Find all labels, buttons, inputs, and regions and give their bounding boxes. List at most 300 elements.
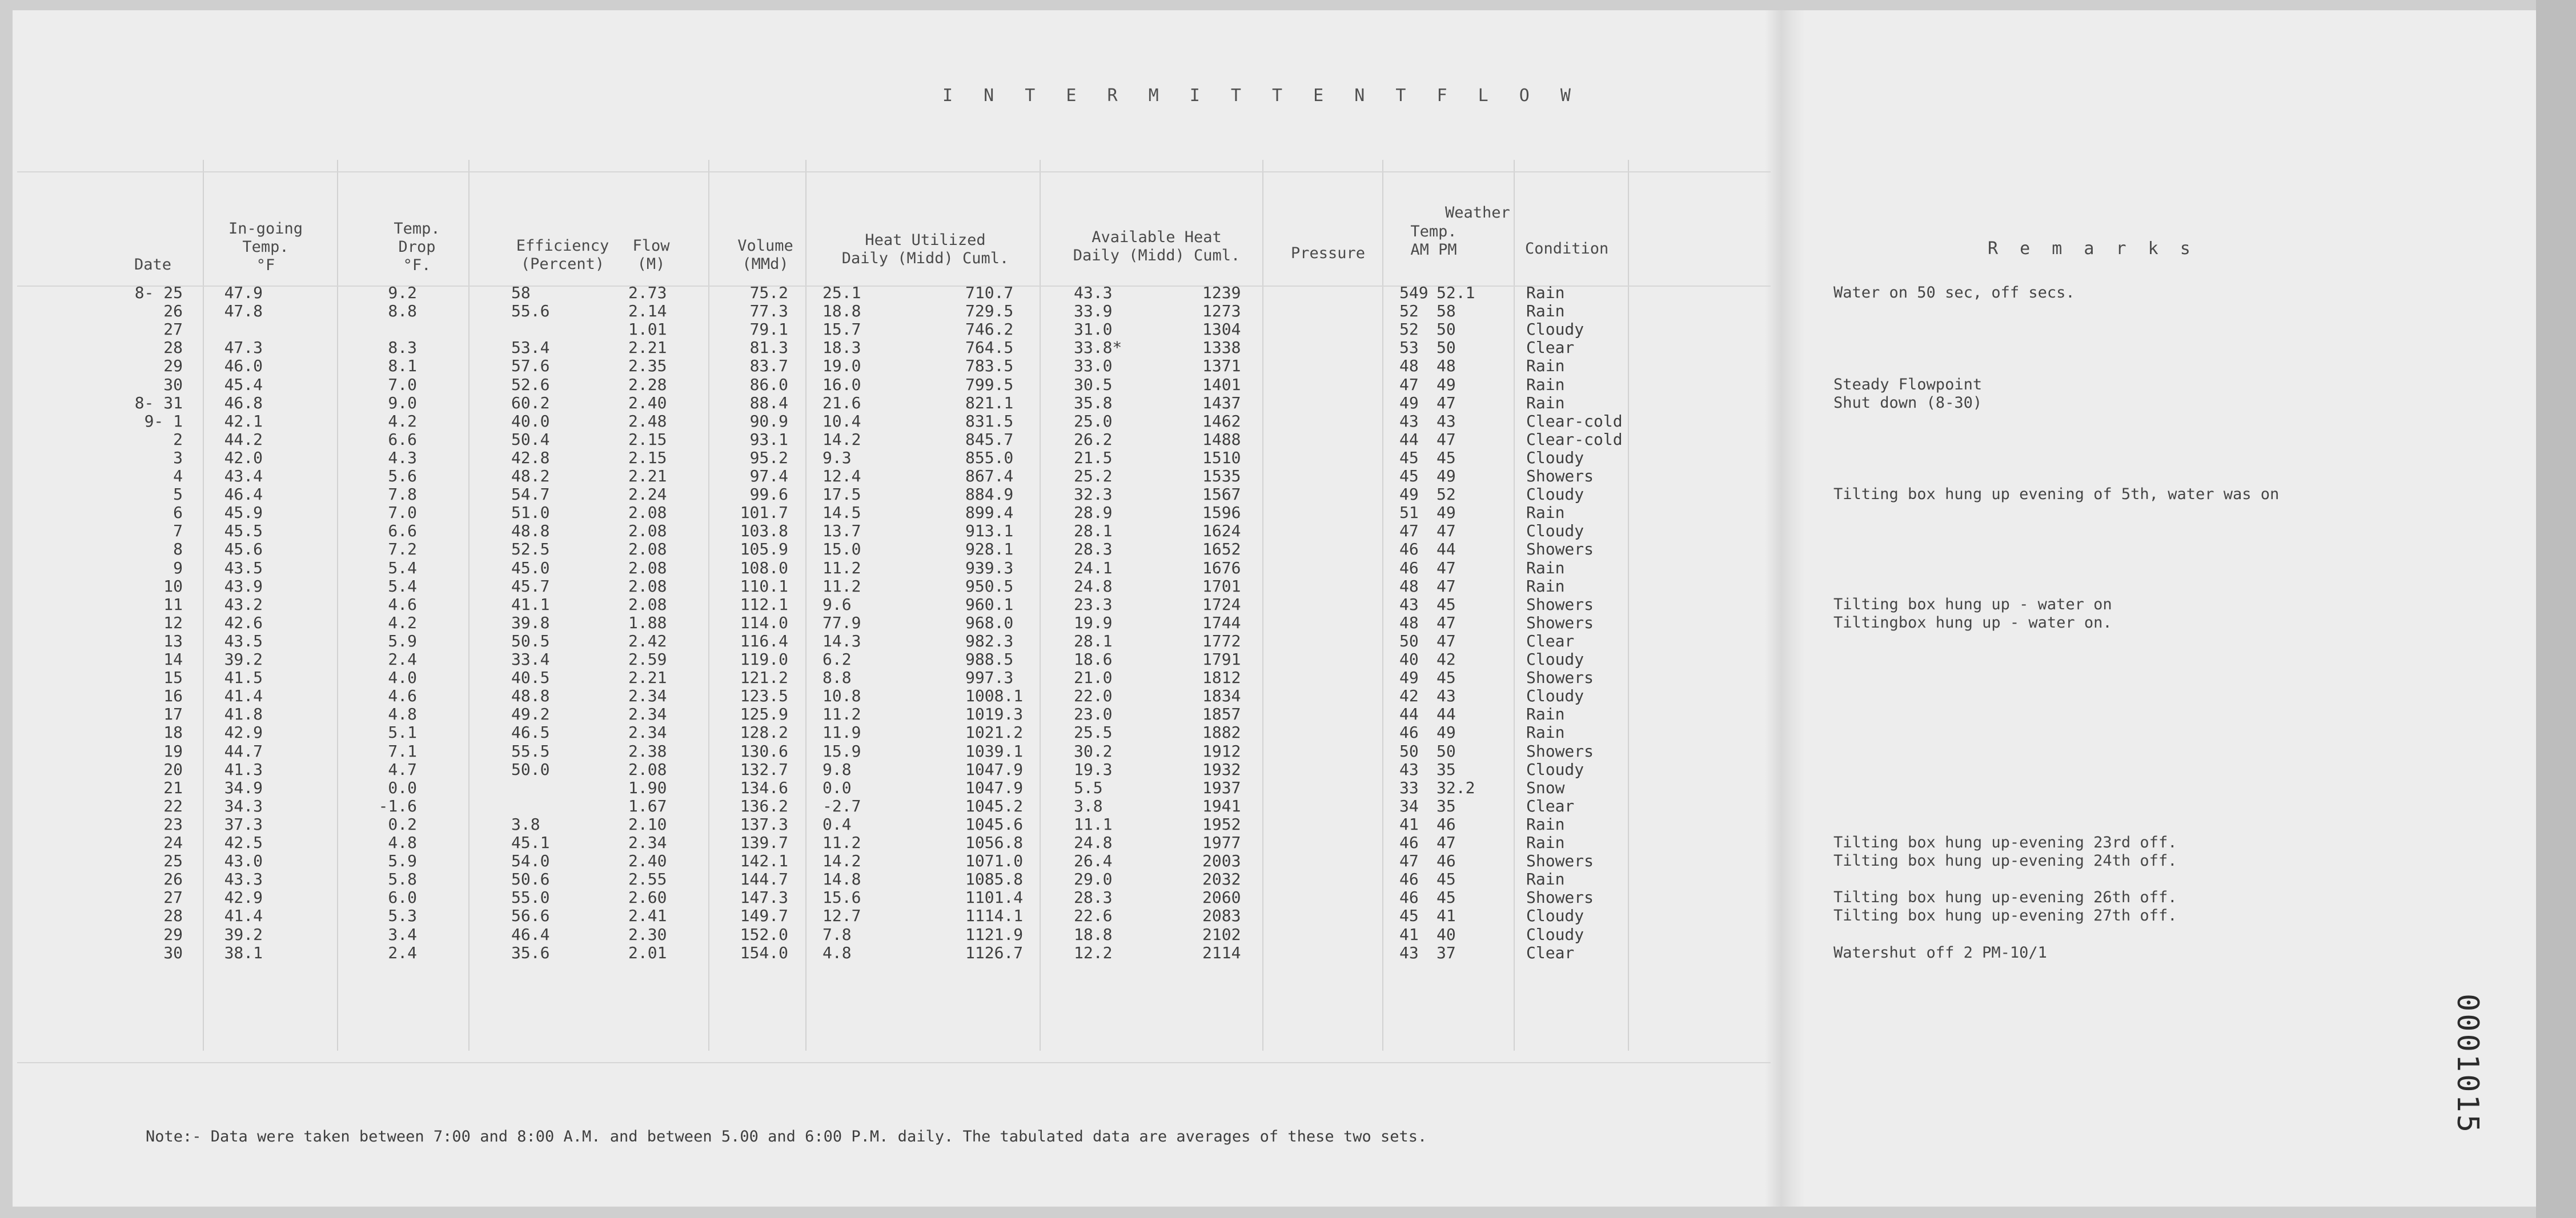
cell-avail-cuml: 1239 — [1202, 283, 1241, 302]
cell-flow: 2.08 — [628, 558, 667, 577]
cell-temp-am: 52 — [1399, 302, 1419, 320]
header-weather-temp-line1: Temp. — [1410, 223, 1457, 240]
cell-efficiency: 50.4 — [511, 430, 550, 449]
scan-edge — [2536, 0, 2576, 1218]
cell-heat-cuml: 1045.6 — [965, 815, 1024, 834]
cell-temp-drop: 6.6 — [388, 430, 417, 449]
cell-ingoing-temp: 44.2 — [224, 430, 263, 449]
cell-temp-am: 50 — [1399, 632, 1419, 650]
cell-temp-drop: 5.3 — [388, 906, 417, 925]
cell-date: 22 — [163, 797, 183, 815]
cell-temp-drop: 4.6 — [388, 686, 417, 705]
cell-efficiency: 55.5 — [511, 742, 550, 761]
cell-heat-cuml: 1121.9 — [965, 925, 1024, 944]
cell-avail-cuml: 1941 — [1202, 797, 1241, 815]
cell-heat-daily: 8.8 — [822, 668, 852, 687]
cell-heat-daily: 13.7 — [822, 521, 861, 540]
cell-volume: 142.1 — [740, 851, 788, 870]
cell-flow: 2.01 — [628, 943, 667, 962]
cell-temp-pm: 41 — [1437, 906, 1456, 925]
header-flow-line2: (M) — [637, 255, 665, 273]
cell-avail-daily: 28.1 — [1074, 632, 1113, 650]
cell-heat-cuml: 799.5 — [965, 375, 1014, 394]
cell-ingoing-temp: 34.9 — [224, 778, 263, 797]
cell-volume: 152.0 — [740, 925, 788, 944]
cell-ingoing-temp: 45.5 — [224, 521, 263, 540]
cell-condition: Rain — [1526, 503, 1565, 522]
cell-temp-drop: 5.8 — [388, 870, 417, 889]
cell-avail-cuml: 1932 — [1202, 760, 1241, 779]
cell-temp-am: 47 — [1399, 521, 1419, 540]
cell-temp-pm: 32.2 — [1437, 778, 1475, 797]
cell-efficiency: 60.2 — [511, 393, 550, 412]
cell-avail-cuml: 1462 — [1202, 412, 1241, 431]
cell-ingoing-temp: 41.4 — [224, 686, 263, 705]
cell-avail-cuml: 1937 — [1202, 778, 1241, 797]
header-available-heat-line2: Daily (Midd) Cuml. — [1073, 247, 1241, 264]
cell-temp-drop: 4.2 — [388, 412, 417, 431]
cell-volume: 114.0 — [740, 613, 788, 632]
cell-date: 8- 31 — [134, 393, 183, 412]
cell-temp-pm: 58 — [1437, 302, 1456, 320]
cell-temp-drop: 6.0 — [388, 888, 417, 907]
cell-temp-drop: 4.2 — [388, 613, 417, 632]
cell-avail-daily: 12.2 — [1074, 943, 1113, 962]
cell-avail-cuml: 1401 — [1202, 375, 1241, 394]
cell-heat-cuml: 764.5 — [965, 338, 1014, 357]
cell-condition: Rain — [1526, 870, 1565, 889]
header-volume-line1: Volume — [737, 237, 793, 255]
cell-flow: 2.08 — [628, 521, 667, 540]
remark-line: Tilting box hung up - water on — [1833, 596, 2112, 613]
cell-ingoing-temp: 44.7 — [224, 742, 263, 761]
header-available-heat-line1: Available Heat — [1092, 228, 1222, 246]
cell-volume: 119.0 — [740, 650, 788, 669]
cell-avail-cuml: 2032 — [1202, 870, 1241, 889]
cell-avail-cuml: 1882 — [1202, 723, 1241, 742]
cell-temp-pm: 52 — [1437, 485, 1456, 504]
header-condition: Condition — [1525, 240, 1609, 258]
cell-ingoing-temp: 46.0 — [224, 356, 263, 375]
cell-heat-daily: 11.2 — [822, 577, 861, 596]
cell-temp-drop: 2.4 — [388, 943, 417, 962]
cell-efficiency: 54.0 — [511, 851, 550, 870]
cell-date: 21 — [163, 778, 183, 797]
cell-heat-cuml: 950.5 — [965, 577, 1014, 596]
cell-heat-cuml: 710.7 — [965, 283, 1014, 302]
cell-condition: Rain — [1526, 815, 1565, 834]
cell-heat-cuml: 913.1 — [965, 521, 1014, 540]
cell-efficiency: 48.2 — [511, 467, 550, 485]
cell-heat-cuml: 729.5 — [965, 302, 1014, 320]
cell-temp-pm: 47 — [1437, 613, 1456, 632]
header-flow — [625, 237, 677, 274]
cell-temp-pm: 43 — [1437, 686, 1456, 705]
cell-heat-cuml: 746.2 — [965, 320, 1014, 339]
cell-efficiency: 46.5 — [511, 723, 550, 742]
cell-heat-daily: 14.3 — [822, 632, 861, 650]
cell-ingoing-temp: 42.9 — [224, 723, 263, 742]
cell-date: 25 — [163, 851, 183, 870]
cell-flow: 2.24 — [628, 485, 667, 504]
cell-ingoing-temp: 39.2 — [224, 650, 263, 669]
cell-date: 8- 25 — [134, 283, 183, 302]
cell-condition: Cloudy — [1526, 686, 1584, 705]
cell-temp-drop: 4.0 — [388, 668, 417, 687]
cell-date: 27 — [163, 320, 183, 339]
cell-temp-am: 43 — [1399, 595, 1419, 614]
cell-avail-daily: 33.0 — [1074, 356, 1113, 375]
cell-avail-cuml: 1724 — [1202, 595, 1241, 614]
cell-ingoing-temp: 43.0 — [224, 851, 263, 870]
cell-avail-cuml: 1488 — [1202, 430, 1241, 449]
cell-avail-daily: 21.0 — [1074, 668, 1113, 687]
cell-heat-daily: 15.7 — [822, 320, 861, 339]
header-weather-temp-line2: AM PM — [1410, 241, 1457, 259]
cell-temp-am: 43 — [1399, 760, 1419, 779]
cell-temp-am: 49 — [1399, 393, 1419, 412]
cell-heat-cuml: 1114.1 — [965, 906, 1024, 925]
header-volume — [728, 237, 803, 274]
cell-heat-daily: 21.6 — [822, 393, 861, 412]
cell-heat-cuml: 982.3 — [965, 632, 1014, 650]
cell-avail-cuml: 1371 — [1202, 356, 1241, 375]
header-heat-utilized-line1: Heat Utilized — [865, 231, 986, 249]
cell-date: 18 — [163, 723, 183, 742]
cell-flow: 2.21 — [628, 668, 667, 687]
cell-efficiency: 56.6 — [511, 906, 550, 925]
cell-heat-cuml: 1056.8 — [965, 833, 1024, 852]
cell-efficiency: 52.5 — [511, 540, 550, 558]
remark-line: Watershut off 2 PM-10/1 — [1833, 944, 2047, 962]
cell-temp-pm: 47 — [1437, 521, 1456, 540]
cell-temp-pm: 37 — [1437, 943, 1456, 962]
cell-volume: 97.4 — [749, 467, 788, 485]
cell-efficiency: 57.6 — [511, 356, 550, 375]
cell-efficiency: 33.4 — [511, 650, 550, 669]
cell-efficiency: 52.6 — [511, 375, 550, 394]
cell-efficiency: 40.5 — [511, 668, 550, 687]
cell-temp-am: 48 — [1399, 613, 1419, 632]
cell-temp-drop: 7.0 — [388, 375, 417, 394]
cell-temp-am: 51 — [1399, 503, 1419, 522]
cell-temp-pm: 47 — [1437, 430, 1456, 449]
cell-condition: Showers — [1526, 888, 1594, 907]
cell-temp-pm: 46 — [1437, 851, 1456, 870]
cell-heat-cuml: 988.5 — [965, 650, 1014, 669]
cell-avail-daily: 22.6 — [1074, 906, 1113, 925]
cell-condition: Rain — [1526, 375, 1565, 394]
cell-date: 6 — [173, 503, 183, 522]
cell-flow: 2.55 — [628, 870, 667, 889]
cell-ingoing-temp: 45.4 — [224, 375, 263, 394]
cell-volume: 144.7 — [740, 870, 788, 889]
cell-ingoing-temp: 43.5 — [224, 558, 263, 577]
cell-ingoing-temp: 37.3 — [224, 815, 263, 834]
remark-line: Tilting box hung up evening of 5th, water was on — [1833, 485, 2280, 503]
cell-avail-cuml: 2003 — [1202, 851, 1241, 870]
cell-temp-am: 46 — [1399, 870, 1419, 889]
cell-avail-cuml: 1857 — [1202, 705, 1241, 723]
cell-avail-daily: 24.8 — [1074, 833, 1113, 852]
cell-avail-daily: 33.9 — [1074, 302, 1113, 320]
cell-efficiency: 55.6 — [511, 302, 550, 320]
cell-volume: 95.2 — [749, 448, 788, 467]
cell-ingoing-temp: 43.4 — [224, 467, 263, 485]
cell-flow: 2.15 — [628, 448, 667, 467]
header-drop — [377, 220, 457, 275]
cell-efficiency: 50.5 — [511, 632, 550, 650]
header-available-heat — [1051, 228, 1262, 265]
cell-volume: 149.7 — [740, 906, 788, 925]
cell-volume: 83.7 — [749, 356, 788, 375]
cell-efficiency: 3.8 — [511, 815, 540, 834]
cell-ingoing-temp: 43.5 — [224, 632, 263, 650]
cell-heat-cuml: 821.1 — [965, 393, 1014, 412]
cell-condition: Showers — [1526, 540, 1594, 558]
cell-volume: 128.2 — [740, 723, 788, 742]
cell-temp-am: 45 — [1399, 906, 1419, 925]
header-ingoing-line3: °F — [256, 256, 275, 274]
cell-heat-daily: 25.1 — [822, 283, 861, 302]
cell-condition: Clear-cold — [1526, 430, 1623, 449]
cell-temp-pm: 47 — [1437, 833, 1456, 852]
header-efficiency-line1: Efficiency — [516, 237, 609, 255]
cell-flow: 2.30 — [628, 925, 667, 944]
cell-volume: 112.1 — [740, 595, 788, 614]
cell-condition: Cloudy — [1526, 320, 1584, 339]
cell-temp-pm: 50 — [1437, 338, 1456, 357]
cell-ingoing-temp: 42.1 — [224, 412, 263, 431]
cell-heat-cuml: 1071.0 — [965, 851, 1024, 870]
cell-temp-drop: 7.8 — [388, 485, 417, 504]
cell-heat-cuml: 939.3 — [965, 558, 1014, 577]
cell-ingoing-temp: 42.9 — [224, 888, 263, 907]
cell-date: 10 — [163, 577, 183, 596]
cell-avail-daily: 25.0 — [1074, 412, 1113, 431]
cell-heat-daily: 15.0 — [822, 540, 861, 558]
cell-temp-drop: 5.4 — [388, 558, 417, 577]
cell-avail-daily: 18.8 — [1074, 925, 1113, 944]
cell-heat-daily: 10.4 — [822, 412, 861, 431]
cell-ingoing-temp: 43.2 — [224, 595, 263, 614]
cell-avail-cuml: 1437 — [1202, 393, 1241, 412]
cell-efficiency: 45.0 — [511, 558, 550, 577]
cell-volume: 90.9 — [749, 412, 788, 431]
cell-heat-cuml: 867.4 — [965, 467, 1014, 485]
cell-date: 19 — [163, 742, 183, 761]
cell-temp-drop: 8.1 — [388, 356, 417, 375]
cell-volume: 116.4 — [740, 632, 788, 650]
cell-heat-cuml: 783.5 — [965, 356, 1014, 375]
cell-condition: Showers — [1526, 613, 1594, 632]
cell-volume: 123.5 — [740, 686, 788, 705]
cell-volume: 136.2 — [740, 797, 788, 815]
cell-avail-daily: 28.3 — [1074, 888, 1113, 907]
cell-temp-drop: 5.1 — [388, 723, 417, 742]
cell-volume: 101.7 — [740, 503, 788, 522]
cell-heat-cuml: 831.5 — [965, 412, 1014, 431]
cell-date: 23 — [163, 815, 183, 834]
cell-efficiency: 54.7 — [511, 485, 550, 504]
cell-avail-cuml: 1652 — [1202, 540, 1241, 558]
cell-avail-daily: 26.4 — [1074, 851, 1113, 870]
cell-efficiency — [511, 797, 574, 815]
cell-flow: 1.88 — [628, 613, 667, 632]
cell-avail-daily: 30.5 — [1074, 375, 1113, 394]
cell-flow: 1.90 — [628, 778, 667, 797]
cell-flow: 2.21 — [628, 338, 667, 357]
cell-temp-drop: 0.0 — [388, 778, 417, 797]
cell-condition: Cloudy — [1526, 906, 1584, 925]
cell-heat-cuml: 1021.2 — [965, 723, 1024, 742]
cell-condition: Cloudy — [1526, 521, 1584, 540]
cell-ingoing-temp: 42.0 — [224, 448, 263, 467]
cell-flow: 2.08 — [628, 503, 667, 522]
cell-temp-am: 48 — [1399, 356, 1419, 375]
cell-date: 28 — [163, 906, 183, 925]
cell-efficiency: 46.4 — [511, 925, 550, 944]
cell-date: 26 — [163, 302, 183, 320]
remark-line: Shut down (8-30) — [1833, 394, 1983, 412]
cell-temp-drop: 5.9 — [388, 851, 417, 870]
cell-efficiency: 48.8 — [511, 686, 550, 705]
cell-volume: 103.8 — [740, 521, 788, 540]
cell-volume: 125.9 — [740, 705, 788, 723]
cell-date: 12 — [163, 613, 183, 632]
cell-temp-pm: 49 — [1437, 375, 1456, 394]
cell-condition: Cloudy — [1526, 485, 1584, 504]
cell-temp-drop: 5.6 — [388, 467, 417, 485]
cell-flow: 2.34 — [628, 833, 667, 852]
cell-temp-am: 43 — [1399, 412, 1419, 431]
cell-avail-cuml: 1812 — [1202, 668, 1241, 687]
rule-line — [17, 286, 1771, 287]
cell-condition: Clear — [1526, 943, 1575, 962]
rule-line — [1262, 160, 1263, 1051]
cell-heat-daily: 9.3 — [822, 448, 852, 467]
cell-flow: 2.48 — [628, 412, 667, 431]
cell-temp-am: 34 — [1399, 797, 1419, 815]
cell-date: 8 — [173, 540, 183, 558]
cell-temp-pm: 49 — [1437, 467, 1456, 485]
cell-temp-am: 33 — [1399, 778, 1419, 797]
cell-avail-daily: 19.3 — [1074, 760, 1113, 779]
cell-ingoing-temp: 47.8 — [224, 302, 263, 320]
cell-date: 30 — [163, 375, 183, 394]
rule-line — [1382, 160, 1383, 1051]
cell-flow: 2.34 — [628, 705, 667, 723]
cell-heat-daily: 0.4 — [822, 815, 852, 834]
cell-volume: 108.0 — [740, 558, 788, 577]
cell-avail-daily: 24.1 — [1074, 558, 1113, 577]
cell-avail-cuml: 1567 — [1202, 485, 1241, 504]
cell-avail-cuml: 1304 — [1202, 320, 1241, 339]
header-date: Date — [134, 256, 172, 274]
cell-heat-cuml: 1019.3 — [965, 705, 1024, 723]
cell-heat-cuml: 1047.9 — [965, 760, 1024, 779]
remark-line: Tilting box hung up-evening 24th off. — [1833, 852, 2177, 870]
cell-condition: Rain — [1526, 577, 1565, 596]
cell-flow: 2.08 — [628, 760, 667, 779]
cell-temp-drop: 4.6 — [388, 595, 417, 614]
cell-heat-daily: 0.0 — [822, 778, 852, 797]
rule-line — [1040, 160, 1041, 1051]
cell-avail-daily: 28.3 — [1074, 540, 1113, 558]
cell-temp-drop: 2.4 — [388, 650, 417, 669]
cell-temp-am: 46 — [1399, 540, 1419, 558]
header-weather: Weather — [1445, 204, 1510, 222]
cell-condition: Rain — [1526, 705, 1565, 723]
cell-temp-drop: 0.2 — [388, 815, 417, 834]
cell-ingoing-temp: 38.1 — [224, 943, 263, 962]
cell-volume: 105.9 — [740, 540, 788, 558]
cell-avail-daily: 5.5 — [1074, 778, 1103, 797]
remark-line: Tilting box hung up-evening 23rd off. — [1833, 834, 2177, 851]
cell-condition: Cloudy — [1526, 760, 1584, 779]
cell-temp-am: 53 — [1399, 338, 1419, 357]
cell-heat-daily: 17.5 — [822, 485, 861, 504]
cell-temp-drop: 8.8 — [388, 302, 417, 320]
cell-condition: Rain — [1526, 356, 1565, 375]
cell-efficiency: 58 — [511, 283, 531, 302]
cell-heat-daily: 18.3 — [822, 338, 861, 357]
rule-line — [17, 171, 1771, 172]
cell-avail-cuml: 1772 — [1202, 632, 1241, 650]
cell-avail-daily: 23.0 — [1074, 705, 1113, 723]
cell-volume: 130.6 — [740, 742, 788, 761]
cell-condition: Clear — [1526, 632, 1575, 650]
cell-heat-cuml: 1085.8 — [965, 870, 1024, 889]
cell-condition: Showers — [1526, 595, 1594, 614]
cell-avail-cuml: 1338 — [1202, 338, 1241, 357]
cell-temp-pm: 47 — [1437, 393, 1456, 412]
cell-condition: Cloudy — [1526, 925, 1584, 944]
cell-flow: 2.15 — [628, 430, 667, 449]
cell-temp-drop: 9.2 — [388, 283, 417, 302]
cell-heat-daily: 14.8 — [822, 870, 861, 889]
cell-temp-drop: 7.1 — [388, 742, 417, 761]
cell-heat-daily: 19.0 — [822, 356, 861, 375]
header-drop-line3: °F. — [403, 256, 431, 274]
cell-efficiency — [511, 779, 574, 797]
cell-efficiency: 55.0 — [511, 888, 550, 907]
cell-flow: 1.01 — [628, 320, 667, 339]
remark-line: Tiltingbox hung up - water on. — [1833, 614, 2112, 632]
cell-ingoing-temp: 42.5 — [224, 833, 263, 852]
cell-temp-pm: 52.1 — [1437, 283, 1475, 302]
cell-heat-cuml: 968.0 — [965, 613, 1014, 632]
cell-volume: 88.4 — [749, 393, 788, 412]
cell-heat-daily: 9.8 — [822, 760, 852, 779]
cell-heat-daily: 10.8 — [822, 686, 861, 705]
cell-temp-pm: 49 — [1437, 723, 1456, 742]
header-pressure: Pressure — [1291, 244, 1366, 262]
cell-temp-pm: 46 — [1437, 815, 1456, 834]
cell-volume: 147.3 — [740, 888, 788, 907]
header-drop-line2: Drop — [398, 238, 436, 256]
cell-flow: 2.73 — [628, 283, 667, 302]
cell-avail-daily: 19.9 — [1074, 613, 1113, 632]
cell-avail-daily: 35.8 — [1074, 393, 1113, 412]
cell-heat-cuml: 1101.4 — [965, 888, 1024, 907]
cell-temp-am: 549 — [1399, 283, 1429, 302]
rule-line — [203, 160, 204, 1051]
cell-heat-cuml: 899.4 — [965, 503, 1014, 522]
cell-temp-drop: 4.8 — [388, 833, 417, 852]
cell-avail-daily: 11.1 — [1074, 815, 1113, 834]
cell-temp-pm: 40 — [1437, 925, 1456, 944]
